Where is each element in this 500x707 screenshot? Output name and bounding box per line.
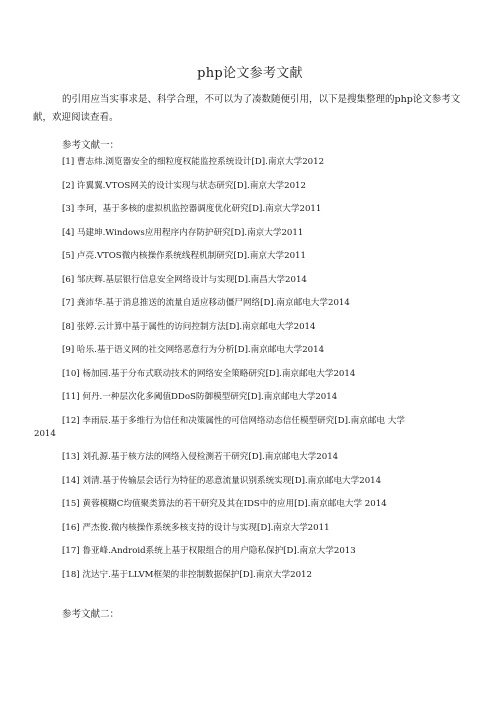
document-title: php论文参考文献 bbox=[197, 66, 303, 81]
reference-item: [16] 严杰俊.微内核操作系统多核支持的设计与实现[D].南京大学2011 bbox=[62, 522, 330, 533]
reference-item: [9] 哈乐.基于语义网的社交网络恶意行为分析[D].南京邮电大学2014 bbox=[62, 345, 325, 355]
reference-item: [2] 许翼翼.VTOS网关的设计实现与状态研究[D].南京大学2012 bbox=[62, 180, 306, 191]
reference-item: [18] 沈达宁.基于LLVM框架的非控制数据保护[D].南京大学2012 bbox=[62, 569, 312, 580]
reference-item: [17] 鲁亚峰.Android系统上基于权限组合的用户隐私保护[D].南京大学2013 bbox=[62, 546, 356, 556]
reference-item: [13] 刘孔源.基于核方法的网络入侵检测若干研究[D].南京邮电大学2014 bbox=[62, 452, 339, 462]
section-heading-1: 参考文献一： bbox=[62, 140, 120, 151]
reference-item: [3] 李珂，基于多核的虚拟机监控器调度优化研究[D].南京大学2011 bbox=[62, 204, 322, 214]
reference-item: [14] 刘清.基于传输层会话行为特征的恶意流量识别系统实现[D].南京邮电大学2014 bbox=[62, 475, 382, 486]
section-heading-2: 参考文献二： bbox=[62, 609, 120, 620]
reference-item: [11] 何丹.一种层次化多阈值DDoS防御模型研究[D].南京邮电大学2014 bbox=[62, 392, 338, 402]
reference-item: [15] 黄蓉模糊C均值聚类算法的若干研究及其在IDS中的应用[D].南京邮电大学 2014 bbox=[62, 499, 387, 509]
reference-item: [1] 曹志炜.浏览器安全的细粒度权能监控系统设计[D].南京大学2012 bbox=[62, 157, 325, 167]
reference-item: [8] 张婷.云计算中基于属性的访问控制方法[D].南京邮电大学2014 bbox=[62, 321, 316, 332]
reference-item: [12] 李雨辰.基于多维行为信任和决策属性的可信网络动态信任模型研究[D].南京邮电 大学2014 bbox=[34, 415, 405, 439]
reference-list bbox=[34, 156, 462, 582]
reference-item: [10] 杨加园.基于分布式联动技术的网络安全策略研究[D].南京邮电大学2014 bbox=[62, 368, 356, 379]
reference-item: [6] 邹庆辉.基层银行信息安全网络设计与实现[D].南昌大学2014 bbox=[62, 274, 307, 285]
reference-item: [7] 龚沛华.基于消息推送的流量自适应移动僵尸网络[D].南京邮电大学2014 bbox=[62, 298, 350, 308]
reference-item: [5] 卢亮.VTOS微内核操作系统线程机制研究[D].南京大学2011 bbox=[62, 251, 306, 261]
reference-item: [4] 马建坤.Windows应用程序内存防护研究[D].南京大学2011 bbox=[62, 227, 304, 238]
intro-paragraph: 的引用应当实事求是、科学合理，不可以为了凑数随便引用，以下是搜集整理的php论文参考文献，欢迎阅读查看。 bbox=[33, 94, 461, 123]
